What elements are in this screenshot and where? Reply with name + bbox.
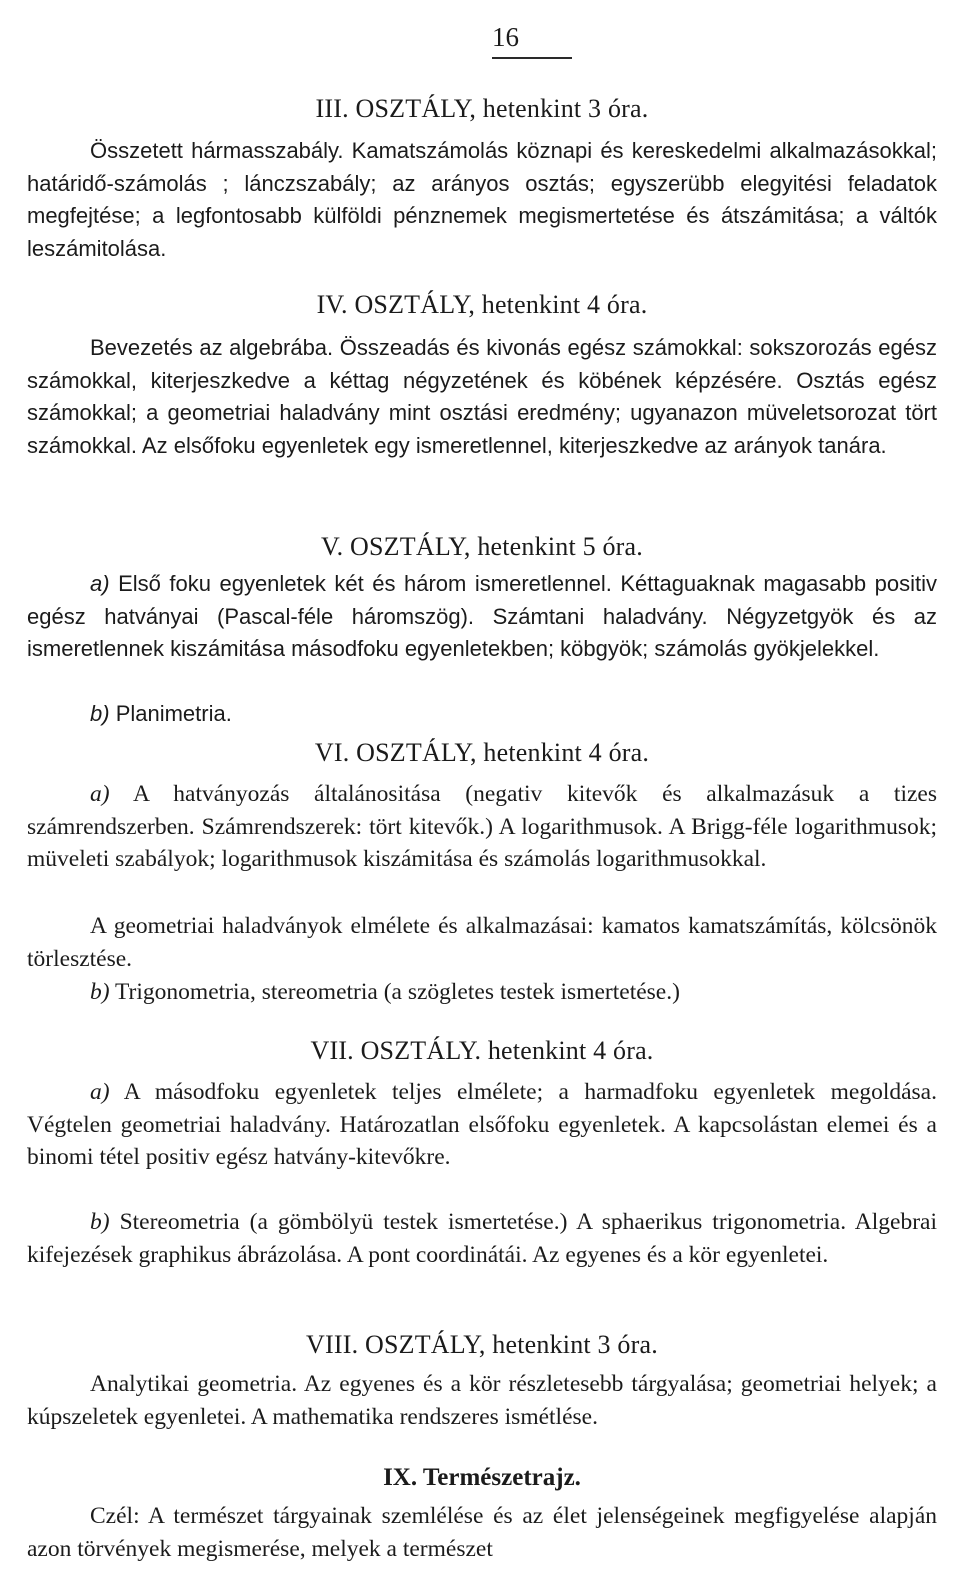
- page-number: 16: [492, 22, 572, 59]
- heading-class-4: IV. OSZTÁLY, hetenkint 4 óra.: [316, 290, 648, 319]
- item-text-a: Első foku egyenletek két és három ismeretlennel. Kéttaguaknak magasabb positiv egész hatványai (Pascal-féle háromszög). Számtani haladvány. Négyzetgyök és az ismeretlennek kiszámitása másodfoku egyenletekben; köbgyök; számolás gyökjelekkel.: [27, 571, 937, 662]
- paragraph-class-6-b: [27, 976, 937, 1009]
- paragraph-natural-history: Czél: A természet tárgyainak szemlélése és az élet jelenségeinek megfigyelése alapján azon törvények megismerése, melyek a természet: [27, 1503, 937, 1562]
- heading-class-7: VII. OSZTÁLY. hetenkint 4 óra.: [310, 1036, 654, 1065]
- item-mark-a: a): [90, 781, 110, 807]
- item-mark-a: a): [90, 571, 110, 596]
- heading-natural-history: IX. Természetrajz.: [383, 1464, 581, 1491]
- item-text-a: A másodfoku egyenletek teljes elmélete; a harmadfoku egyenletek megoldása. Végtelen geometriai haladvány. Határozatlan elsőfoku egyenletek. A kapcsolástan elemei és a binomi tétel positiv egész hatvány-kitevőkre.: [27, 1079, 937, 1171]
- heading-class-8: VIII. OSZTÁLY, hetenkint 3 óra.: [306, 1330, 658, 1359]
- item-text-a: A hatványozás általánositása (negativ kitevők és alkalmazásuk a tizes számrendszerben. Számrendszerek: tört kitevők.) A logarithmusok. A Brigg-féle logarithmusok; müveleti szabályok; logarithmusok kiszámitása és számolás logarithmusokkal.: [27, 781, 937, 873]
- paragraph-class-6-a: [27, 778, 937, 876]
- heading-class-5: V. OSZTÁLY, hetenkint 5 óra.: [321, 532, 643, 561]
- paragraph-class-4: Bevezetés az algebrába. Összeadás és kivonás egész számokkal: sokszorozás egész számokkal, kiterjeszkedve a kéttag négyzetének és köbének képzésére. Osztás egész számokkal; a geometriai haladvány mint osztási eredmény; ugyanazon müveletsorozat tört számokkal. Az elsőfoku egyenletek egy ismeretlennel, kiterjeszkedve az arányok tanára.: [27, 335, 937, 459]
- heading-class-3: III. OSZTÁLY, hetenkint 3 óra.: [315, 94, 649, 123]
- item-mark-b: b): [90, 701, 110, 726]
- paragraph-class-5-a: [27, 568, 937, 666]
- item-text-b: Trigonometria, stereometria (a szögletes testek ismertetése.): [115, 979, 680, 1005]
- item-text-b: Stereometria (a gömbölyü testek ismertetése.) A sphaerikus trigonometria. Algebrai kifejezések graphikus ábrázolása. A pont coordinátái. Az egyenes és a kör egyenletei.: [27, 1209, 937, 1268]
- paragraph-class-3: Összetett hármasszabály. Kamatszámolás köznapi és kereskedelmi alkalmazásokkal; határidő-számolás ; lánczszabály; az arányos osztás; egyszerübb elegyitési feladatok megfejtése; a legfontosabb külföldi pénznemek megismertetése és átszámitása; a váltók leszámitolása.: [27, 138, 937, 262]
- paragraph-class-8: Analytikai geometria. Az egyenes és a kör részletesebb tárgyalása; geometriai helyek; a kúpszeletek egyenletei. A mathematika rendszeres ismétlése.: [27, 1371, 937, 1430]
- heading-class-6: VI. OSZTÁLY, hetenkint 4 óra.: [314, 738, 650, 767]
- item-mark-b: b): [90, 1209, 110, 1235]
- paragraph-class-6-geometric: A geometriai haladványok elmélete és alkalmazásai: kamatos kamatszámítás, kölcsönök törlesztése.: [27, 913, 937, 972]
- item-mark-a: a): [90, 1079, 110, 1105]
- paragraph-class-7-b: [27, 1206, 937, 1271]
- paragraph-class-5-b: [27, 698, 937, 731]
- item-text-b: Planimetria.: [115, 701, 232, 726]
- paragraph-class-7-a: [27, 1076, 937, 1174]
- item-mark-b: b): [90, 979, 110, 1005]
